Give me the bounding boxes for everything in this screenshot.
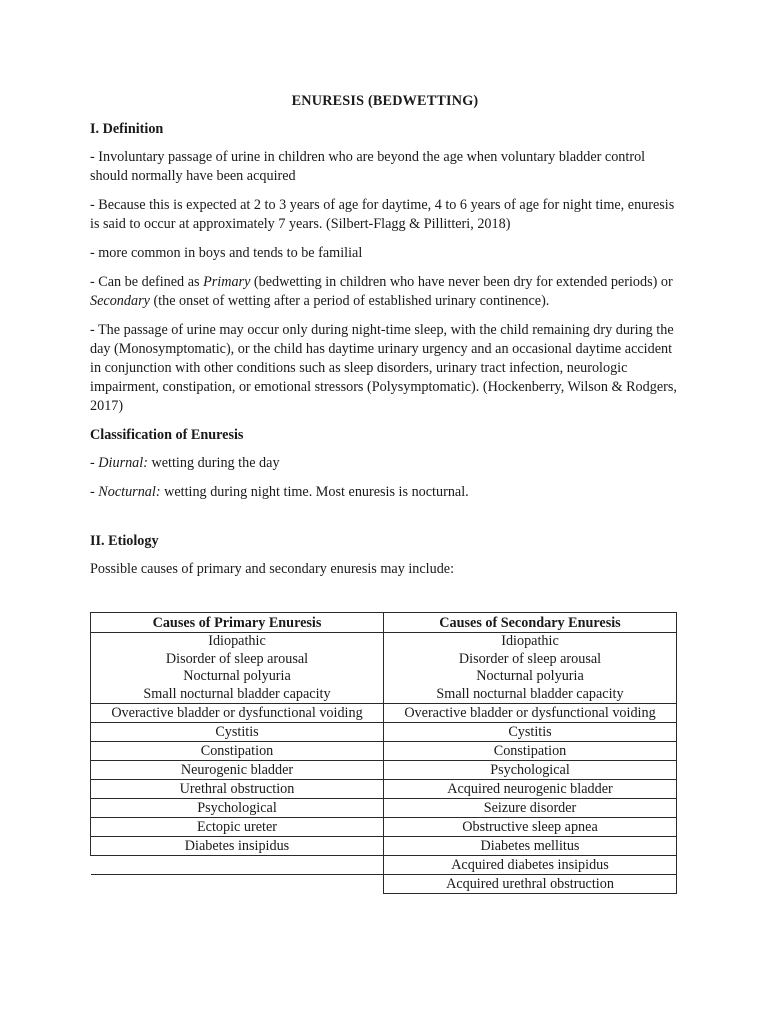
primary-cause-cell <box>91 856 384 875</box>
table-row <box>91 761 677 780</box>
table-row <box>91 742 677 761</box>
table-row <box>91 856 677 875</box>
table-row <box>91 633 677 704</box>
diurnal-text: wetting during the day <box>147 455 280 471</box>
p4-text-c: (the onset of wetting after a period of established urinary continence). <box>149 293 550 309</box>
secondary-cause-cell: Constipation <box>384 742 677 761</box>
primary-cause-cell: Psychological <box>91 799 384 818</box>
primary-term: Primary <box>203 274 251 290</box>
secondary-cause-cell: Diabetes mellitus <box>384 837 677 856</box>
primary-cause-cell: Cystitis <box>91 723 384 742</box>
primary-causes-header: Causes of Primary Enuresis <box>91 613 384 633</box>
secondary-cause-cell: Acquired neurogenic bladder <box>384 780 677 799</box>
nocturnal-term: Nocturnal: <box>98 484 161 500</box>
definition-paragraph-5: - The passage of urine may occur only during night-time sleep, with the child remaining dry during the day (Monosymptomatic), or the child has daytime urinary urgency and an occasional daytime accident in conjunction with other conditions such as sleep disorders, urinary tract infection, neurologic impairment, constipation, or emotional stressors (Polysymptomatic). (Hockenberry, Wilson & Rodgers, 2017) <box>90 322 677 414</box>
primary-cause-cell: Urethral obstruction <box>91 780 384 799</box>
etiology-heading: II. Etiology <box>90 533 159 549</box>
primary-first-cell <box>91 633 384 704</box>
secondary-cause-cell: Overactive bladder or dysfunctional voiding <box>384 704 677 723</box>
secondary-cause-cell: Acquired urethral obstruction <box>384 875 677 894</box>
document-page <box>90 92 680 589</box>
table-row <box>91 723 677 742</box>
definition-paragraph-3: - more common in boys and tends to be familial <box>90 245 363 261</box>
secondary-first-cell <box>384 633 677 704</box>
p4-text-b: (bedwetting in children who have never been dry for extended periods) or <box>250 274 673 290</box>
diurnal-term: Diurnal: <box>98 455 148 471</box>
etiology-intro: Possible causes of primary and secondary enuresis may include: <box>90 561 455 577</box>
primary-cause-cell: Overactive bladder or dysfunctional voiding <box>91 704 384 723</box>
primary-cause-cell <box>91 875 384 894</box>
nocturnal-prefix: - <box>90 484 99 500</box>
definition-heading: I. Definition <box>90 121 164 137</box>
document-title: ENURESIS (BEDWETTING) <box>291 93 479 109</box>
cell-line: Small nocturnal bladder capacity <box>143 685 331 702</box>
primary-cause-cell: Neurogenic bladder <box>91 761 384 780</box>
definition-paragraph-1: - Involuntary passage of urine in children who are beyond the age when voluntary bladder control should normally have been acquired <box>90 149 646 184</box>
cell-line: Disorder of sleep arousal <box>165 650 309 667</box>
secondary-cause-cell: Psychological <box>384 761 677 780</box>
table-row <box>91 799 677 818</box>
table-header-row <box>91 613 677 633</box>
cell-line: Small nocturnal bladder capacity <box>436 685 624 702</box>
cell-line: Idiopathic <box>208 633 266 649</box>
causes-table <box>90 612 677 894</box>
p4-text-a: - Can be defined as <box>90 274 204 290</box>
table-row <box>91 704 677 723</box>
secondary-cause-cell: Acquired diabetes insipidus <box>384 856 677 875</box>
primary-cause-cell: Constipation <box>91 742 384 761</box>
table-row <box>91 875 677 894</box>
classification-heading: Classification of Enuresis <box>90 427 244 443</box>
secondary-cause-cell: Seizure disorder <box>384 799 677 818</box>
definition-paragraph-4 <box>90 273 680 311</box>
diurnal-prefix: - <box>90 455 99 471</box>
cell-line: Nocturnal polyuria <box>476 668 584 684</box>
definition-paragraph-2: - Because this is expected at 2 to 3 years of age for daytime, 4 to 6 years of age for night time, enuresis is said to occur at approximately 7 years. (Silbert-Flagg & Pillitteri, 2018) <box>90 197 675 232</box>
table-row <box>91 837 677 856</box>
secondary-cause-cell: Cystitis <box>384 723 677 742</box>
primary-cause-cell: Ectopic ureter <box>91 818 384 837</box>
cell-line: Idiopathic <box>501 633 559 649</box>
secondary-term: Secondary <box>90 293 150 309</box>
table-row <box>91 818 677 837</box>
nocturnal-item <box>90 483 680 502</box>
secondary-cause-cell: Obstructive sleep apnea <box>384 818 677 837</box>
cell-line: Nocturnal polyuria <box>183 668 291 684</box>
diurnal-item <box>90 454 680 473</box>
table-row <box>91 780 677 799</box>
secondary-causes-header: Causes of Secondary Enuresis <box>384 613 677 633</box>
primary-cause-cell: Diabetes insipidus <box>91 837 384 856</box>
cell-line: Disorder of sleep arousal <box>458 650 602 667</box>
nocturnal-text: wetting during night time. Most enuresis is nocturnal. <box>160 484 469 500</box>
